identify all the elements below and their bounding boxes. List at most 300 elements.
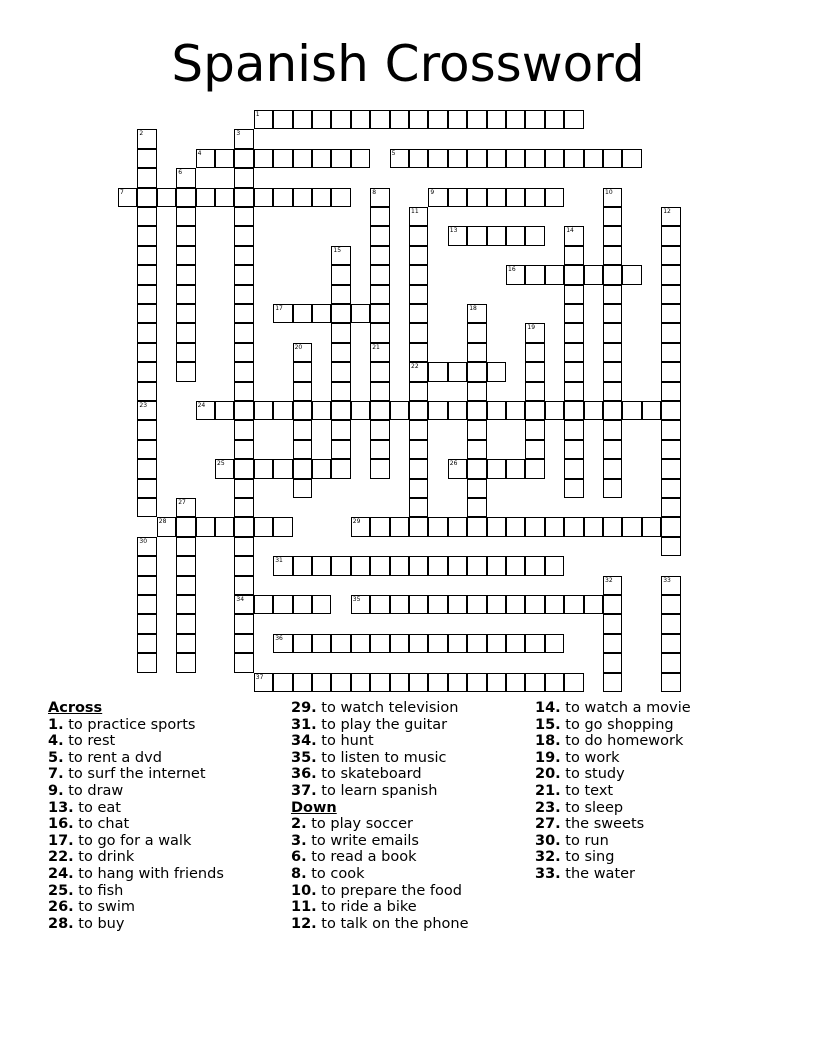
crossword-cell[interactable]	[390, 110, 409, 129]
crossword-cell[interactable]	[545, 673, 564, 692]
crossword-cell[interactable]	[293, 595, 312, 614]
crossword-cell[interactable]	[487, 188, 506, 207]
crossword-cell[interactable]	[603, 459, 622, 478]
crossword-cell[interactable]	[467, 304, 486, 323]
crossword-cell[interactable]	[370, 246, 389, 265]
crossword-cell[interactable]	[331, 420, 350, 439]
crossword-cell[interactable]	[661, 265, 680, 284]
crossword-cell[interactable]	[273, 595, 292, 614]
crossword-cell[interactable]	[137, 382, 156, 401]
crossword-cell[interactable]	[564, 595, 583, 614]
crossword-cell[interactable]	[603, 595, 622, 614]
crossword-cell[interactable]	[137, 246, 156, 265]
crossword-cell[interactable]	[603, 634, 622, 653]
crossword-cell[interactable]	[506, 188, 525, 207]
crossword-cell[interactable]	[564, 382, 583, 401]
crossword-cell[interactable]	[525, 401, 544, 420]
crossword-cell[interactable]	[487, 459, 506, 478]
crossword-cell[interactable]	[467, 498, 486, 517]
crossword-cell[interactable]	[525, 634, 544, 653]
crossword-cell[interactable]	[176, 556, 195, 575]
crossword-cell[interactable]	[370, 207, 389, 226]
crossword-cell[interactable]	[157, 188, 176, 207]
crossword-cell[interactable]	[603, 149, 622, 168]
crossword-cell[interactable]	[370, 634, 389, 653]
crossword-cell[interactable]	[467, 401, 486, 420]
crossword-cell[interactable]	[234, 401, 253, 420]
crossword-cell[interactable]	[564, 149, 583, 168]
crossword-cell[interactable]	[409, 440, 428, 459]
crossword-cell[interactable]	[234, 595, 253, 614]
crossword-cell[interactable]	[137, 188, 156, 207]
crossword-cell[interactable]	[176, 595, 195, 614]
crossword-cell[interactable]	[525, 110, 544, 129]
crossword-cell[interactable]	[176, 576, 195, 595]
crossword-cell[interactable]	[137, 401, 156, 420]
crossword-cell[interactable]	[331, 265, 350, 284]
crossword-cell[interactable]	[603, 401, 622, 420]
crossword-cell[interactable]	[525, 226, 544, 245]
crossword-cell[interactable]	[370, 110, 389, 129]
crossword-cell[interactable]	[603, 440, 622, 459]
crossword-cell[interactable]	[234, 207, 253, 226]
crossword-cell[interactable]	[661, 343, 680, 362]
crossword-cell[interactable]	[370, 265, 389, 284]
crossword-cell[interactable]	[428, 362, 447, 381]
crossword-cell[interactable]	[545, 149, 564, 168]
crossword-cell[interactable]	[293, 420, 312, 439]
crossword-cell[interactable]	[254, 188, 273, 207]
crossword-cell[interactable]	[584, 401, 603, 420]
crossword-cell[interactable]	[525, 265, 544, 284]
crossword-cell[interactable]	[409, 556, 428, 575]
crossword-cell[interactable]	[215, 188, 234, 207]
crossword-cell[interactable]	[525, 323, 544, 342]
crossword-cell[interactable]	[196, 517, 215, 536]
crossword-cell[interactable]	[293, 556, 312, 575]
crossword-cell[interactable]	[603, 420, 622, 439]
crossword-cell[interactable]	[487, 634, 506, 653]
crossword-cell[interactable]	[331, 188, 350, 207]
crossword-cell[interactable]	[234, 304, 253, 323]
crossword-cell[interactable]	[312, 673, 331, 692]
crossword-cell[interactable]	[428, 188, 447, 207]
crossword-cell[interactable]	[545, 595, 564, 614]
crossword-cell[interactable]	[506, 517, 525, 536]
crossword-cell[interactable]	[137, 265, 156, 284]
crossword-cell[interactable]	[273, 110, 292, 129]
crossword-cell[interactable]	[584, 595, 603, 614]
crossword-cell[interactable]	[487, 556, 506, 575]
crossword-cell[interactable]	[137, 129, 156, 148]
crossword-cell[interactable]	[390, 634, 409, 653]
crossword-cell[interactable]	[409, 323, 428, 342]
crossword-cell[interactable]	[234, 149, 253, 168]
crossword-cell[interactable]	[448, 110, 467, 129]
crossword-cell[interactable]	[137, 576, 156, 595]
crossword-cell[interactable]	[603, 517, 622, 536]
crossword-cell[interactable]	[137, 537, 156, 556]
crossword-cell[interactable]	[448, 226, 467, 245]
crossword-cell[interactable]	[448, 556, 467, 575]
crossword-cell[interactable]	[409, 265, 428, 284]
crossword-cell[interactable]	[254, 401, 273, 420]
crossword-cell[interactable]	[467, 673, 486, 692]
crossword-cell[interactable]	[467, 343, 486, 362]
crossword-cell[interactable]	[584, 265, 603, 284]
crossword-cell[interactable]	[370, 304, 389, 323]
crossword-cell[interactable]	[137, 362, 156, 381]
crossword-cell[interactable]	[467, 556, 486, 575]
crossword-cell[interactable]	[545, 188, 564, 207]
crossword-cell[interactable]	[254, 149, 273, 168]
crossword-cell[interactable]	[661, 382, 680, 401]
crossword-cell[interactable]	[176, 188, 195, 207]
crossword-cell[interactable]	[467, 149, 486, 168]
crossword-cell[interactable]	[234, 556, 253, 575]
crossword-cell[interactable]	[448, 362, 467, 381]
crossword-cell[interactable]	[603, 673, 622, 692]
crossword-cell[interactable]	[409, 382, 428, 401]
crossword-cell[interactable]	[409, 459, 428, 478]
crossword-cell[interactable]	[215, 517, 234, 536]
crossword-cell[interactable]	[331, 401, 350, 420]
crossword-cell[interactable]	[293, 382, 312, 401]
crossword-cell[interactable]	[176, 498, 195, 517]
crossword-cell[interactable]	[234, 459, 253, 478]
crossword-cell[interactable]	[603, 265, 622, 284]
crossword-cell[interactable]	[467, 226, 486, 245]
crossword-cell[interactable]	[234, 537, 253, 556]
crossword-cell[interactable]	[273, 634, 292, 653]
crossword-cell[interactable]	[428, 110, 447, 129]
crossword-cell[interactable]	[137, 479, 156, 498]
crossword-cell[interactable]	[351, 304, 370, 323]
crossword-cell[interactable]	[487, 401, 506, 420]
crossword-cell[interactable]	[487, 226, 506, 245]
crossword-cell[interactable]	[428, 595, 447, 614]
crossword-cell[interactable]	[137, 498, 156, 517]
crossword-cell[interactable]	[661, 304, 680, 323]
crossword-cell[interactable]	[564, 673, 583, 692]
crossword-cell[interactable]	[448, 595, 467, 614]
crossword-cell[interactable]	[234, 323, 253, 342]
crossword-cell[interactable]	[545, 556, 564, 575]
crossword-cell[interactable]	[545, 517, 564, 536]
crossword-cell[interactable]	[118, 188, 137, 207]
crossword-cell[interactable]	[448, 634, 467, 653]
crossword-cell[interactable]	[661, 440, 680, 459]
crossword-cell[interactable]	[331, 362, 350, 381]
crossword-cell[interactable]	[603, 362, 622, 381]
crossword-cell[interactable]	[370, 459, 389, 478]
crossword-cell[interactable]	[331, 343, 350, 362]
crossword-cell[interactable]	[603, 479, 622, 498]
crossword-cell[interactable]	[506, 110, 525, 129]
crossword-cell[interactable]	[409, 420, 428, 439]
crossword-cell[interactable]	[506, 673, 525, 692]
crossword-cell[interactable]	[176, 304, 195, 323]
crossword-cell[interactable]	[584, 149, 603, 168]
crossword-cell[interactable]	[196, 188, 215, 207]
crossword-cell[interactable]	[661, 285, 680, 304]
crossword-cell[interactable]	[351, 634, 370, 653]
crossword-cell[interactable]	[312, 634, 331, 653]
crossword-cell[interactable]	[273, 673, 292, 692]
crossword-cell[interactable]	[409, 246, 428, 265]
crossword-cell[interactable]	[409, 517, 428, 536]
crossword-cell[interactable]	[234, 576, 253, 595]
crossword-cell[interactable]	[137, 595, 156, 614]
crossword-cell[interactable]	[603, 304, 622, 323]
crossword-cell[interactable]	[234, 382, 253, 401]
crossword-cell[interactable]	[525, 382, 544, 401]
crossword-cell[interactable]	[351, 517, 370, 536]
crossword-cell[interactable]	[234, 479, 253, 498]
crossword-cell[interactable]	[428, 556, 447, 575]
crossword-cell[interactable]	[331, 110, 350, 129]
crossword-cell[interactable]	[467, 420, 486, 439]
crossword-cell[interactable]	[273, 517, 292, 536]
crossword-cell[interactable]	[564, 285, 583, 304]
crossword-cell[interactable]	[312, 110, 331, 129]
crossword-cell[interactable]	[506, 265, 525, 284]
crossword-cell[interactable]	[428, 673, 447, 692]
crossword-cell[interactable]	[137, 168, 156, 187]
crossword-cell[interactable]	[234, 634, 253, 653]
crossword-cell[interactable]	[409, 304, 428, 323]
crossword-cell[interactable]	[661, 576, 680, 595]
crossword-cell[interactable]	[603, 246, 622, 265]
crossword-cell[interactable]	[293, 304, 312, 323]
crossword-cell[interactable]	[293, 362, 312, 381]
crossword-cell[interactable]	[293, 479, 312, 498]
crossword-cell[interactable]	[428, 634, 447, 653]
crossword-cell[interactable]	[448, 517, 467, 536]
crossword-cell[interactable]	[293, 673, 312, 692]
crossword-cell[interactable]	[390, 517, 409, 536]
crossword-cell[interactable]	[293, 343, 312, 362]
crossword-cell[interactable]	[603, 226, 622, 245]
crossword-cell[interactable]	[215, 149, 234, 168]
crossword-cell[interactable]	[137, 207, 156, 226]
crossword-cell[interactable]	[370, 285, 389, 304]
crossword-cell[interactable]	[506, 459, 525, 478]
crossword-cell[interactable]	[215, 401, 234, 420]
crossword-cell[interactable]	[234, 188, 253, 207]
crossword-cell[interactable]	[137, 440, 156, 459]
crossword-cell[interactable]	[331, 556, 350, 575]
crossword-cell[interactable]	[390, 401, 409, 420]
crossword-cell[interactable]	[661, 420, 680, 439]
crossword-cell[interactable]	[525, 459, 544, 478]
crossword-cell[interactable]	[234, 614, 253, 633]
crossword-cell[interactable]	[603, 207, 622, 226]
crossword-cell[interactable]	[487, 362, 506, 381]
crossword-cell[interactable]	[525, 595, 544, 614]
crossword-cell[interactable]	[331, 459, 350, 478]
crossword-cell[interactable]	[215, 459, 234, 478]
crossword-cell[interactable]	[137, 556, 156, 575]
crossword-cell[interactable]	[661, 673, 680, 692]
crossword-cell[interactable]	[661, 401, 680, 420]
crossword-cell[interactable]	[351, 595, 370, 614]
crossword-cell[interactable]	[525, 517, 544, 536]
crossword-cell[interactable]	[254, 595, 273, 614]
crossword-cell[interactable]	[409, 595, 428, 614]
crossword-cell[interactable]	[428, 401, 447, 420]
crossword-cell[interactable]	[642, 401, 661, 420]
crossword-cell[interactable]	[176, 207, 195, 226]
crossword-cell[interactable]	[331, 304, 350, 323]
crossword-cell[interactable]	[293, 634, 312, 653]
crossword-cell[interactable]	[137, 323, 156, 342]
crossword-cell[interactable]	[467, 110, 486, 129]
crossword-cell[interactable]	[137, 420, 156, 439]
crossword-cell[interactable]	[137, 304, 156, 323]
crossword-cell[interactable]	[293, 149, 312, 168]
crossword-cell[interactable]	[273, 556, 292, 575]
crossword-cell[interactable]	[603, 285, 622, 304]
crossword-cell[interactable]	[351, 401, 370, 420]
crossword-cell[interactable]	[176, 285, 195, 304]
crossword-cell[interactable]	[409, 207, 428, 226]
crossword-cell[interactable]	[409, 149, 428, 168]
crossword-cell[interactable]	[176, 246, 195, 265]
crossword-cell[interactable]	[312, 459, 331, 478]
crossword-cell[interactable]	[448, 459, 467, 478]
crossword-cell[interactable]	[331, 673, 350, 692]
crossword-cell[interactable]	[409, 226, 428, 245]
crossword-cell[interactable]	[525, 420, 544, 439]
crossword-cell[interactable]	[176, 343, 195, 362]
crossword-cell[interactable]	[409, 498, 428, 517]
crossword-cell[interactable]	[351, 556, 370, 575]
crossword-cell[interactable]	[564, 323, 583, 342]
crossword-cell[interactable]	[467, 440, 486, 459]
crossword-cell[interactable]	[603, 653, 622, 672]
crossword-cell[interactable]	[661, 537, 680, 556]
crossword-cell[interactable]	[351, 149, 370, 168]
crossword-cell[interactable]	[351, 110, 370, 129]
crossword-cell[interactable]	[293, 188, 312, 207]
crossword-cell[interactable]	[661, 479, 680, 498]
crossword-cell[interactable]	[293, 440, 312, 459]
crossword-cell[interactable]	[137, 653, 156, 672]
crossword-cell[interactable]	[293, 401, 312, 420]
crossword-cell[interactable]	[467, 634, 486, 653]
crossword-cell[interactable]	[234, 285, 253, 304]
crossword-cell[interactable]	[390, 595, 409, 614]
crossword-cell[interactable]	[487, 517, 506, 536]
crossword-cell[interactable]	[622, 265, 641, 284]
crossword-cell[interactable]	[661, 323, 680, 342]
crossword-cell[interactable]	[603, 188, 622, 207]
crossword-cell[interactable]	[234, 420, 253, 439]
crossword-cell[interactable]	[370, 556, 389, 575]
crossword-cell[interactable]	[409, 673, 428, 692]
crossword-cell[interactable]	[603, 576, 622, 595]
crossword-cell[interactable]	[370, 517, 389, 536]
crossword-cell[interactable]	[506, 401, 525, 420]
crossword-cell[interactable]	[545, 634, 564, 653]
crossword-cell[interactable]	[622, 149, 641, 168]
crossword-cell[interactable]	[603, 323, 622, 342]
crossword-cell[interactable]	[176, 614, 195, 633]
crossword-cell[interactable]	[157, 517, 176, 536]
crossword-cell[interactable]	[661, 517, 680, 536]
crossword-cell[interactable]	[196, 149, 215, 168]
crossword-cell[interactable]	[564, 440, 583, 459]
crossword-cell[interactable]	[506, 595, 525, 614]
crossword-cell[interactable]	[661, 226, 680, 245]
crossword-cell[interactable]	[176, 634, 195, 653]
crossword-cell[interactable]	[176, 168, 195, 187]
crossword-cell[interactable]	[525, 440, 544, 459]
crossword-cell[interactable]	[273, 304, 292, 323]
crossword-cell[interactable]	[176, 653, 195, 672]
crossword-cell[interactable]	[467, 188, 486, 207]
crossword-cell[interactable]	[370, 673, 389, 692]
crossword-cell[interactable]	[564, 246, 583, 265]
crossword-cell[interactable]	[428, 149, 447, 168]
crossword-cell[interactable]	[603, 343, 622, 362]
crossword-cell[interactable]	[506, 556, 525, 575]
crossword-cell[interactable]	[661, 634, 680, 653]
crossword-cell[interactable]	[467, 517, 486, 536]
crossword-cell[interactable]	[234, 653, 253, 672]
crossword-cell[interactable]	[409, 110, 428, 129]
crossword-cell[interactable]	[293, 459, 312, 478]
crossword-cell[interactable]	[176, 265, 195, 284]
crossword-cell[interactable]	[564, 110, 583, 129]
crossword-cell[interactable]	[370, 401, 389, 420]
crossword-cell[interactable]	[564, 226, 583, 245]
crossword-cell[interactable]	[137, 614, 156, 633]
crossword-cell[interactable]	[370, 382, 389, 401]
crossword-cell[interactable]	[234, 226, 253, 245]
crossword-cell[interactable]	[525, 343, 544, 362]
crossword-cell[interactable]	[545, 110, 564, 129]
crossword-cell[interactable]	[370, 343, 389, 362]
crossword-cell[interactable]	[176, 362, 195, 381]
crossword-cell[interactable]	[370, 226, 389, 245]
crossword-cell[interactable]	[254, 517, 273, 536]
crossword-cell[interactable]	[234, 343, 253, 362]
crossword-cell[interactable]	[661, 595, 680, 614]
crossword-cell[interactable]	[312, 188, 331, 207]
crossword-cell[interactable]	[273, 401, 292, 420]
crossword-cell[interactable]	[312, 401, 331, 420]
crossword-cell[interactable]	[467, 362, 486, 381]
crossword-cell[interactable]	[254, 459, 273, 478]
crossword-cell[interactable]	[487, 110, 506, 129]
crossword-cell[interactable]	[564, 401, 583, 420]
crossword-cell[interactable]	[273, 459, 292, 478]
crossword-cell[interactable]	[137, 149, 156, 168]
crossword-cell[interactable]	[564, 479, 583, 498]
crossword-cell[interactable]	[351, 673, 370, 692]
crossword-cell[interactable]	[312, 149, 331, 168]
crossword-cell[interactable]	[506, 226, 525, 245]
crossword-cell[interactable]	[273, 149, 292, 168]
crossword-cell[interactable]	[370, 595, 389, 614]
crossword-cell[interactable]	[545, 401, 564, 420]
crossword-cell[interactable]	[564, 362, 583, 381]
crossword-cell[interactable]	[176, 323, 195, 342]
crossword-cell[interactable]	[234, 265, 253, 284]
crossword-cell[interactable]	[331, 285, 350, 304]
